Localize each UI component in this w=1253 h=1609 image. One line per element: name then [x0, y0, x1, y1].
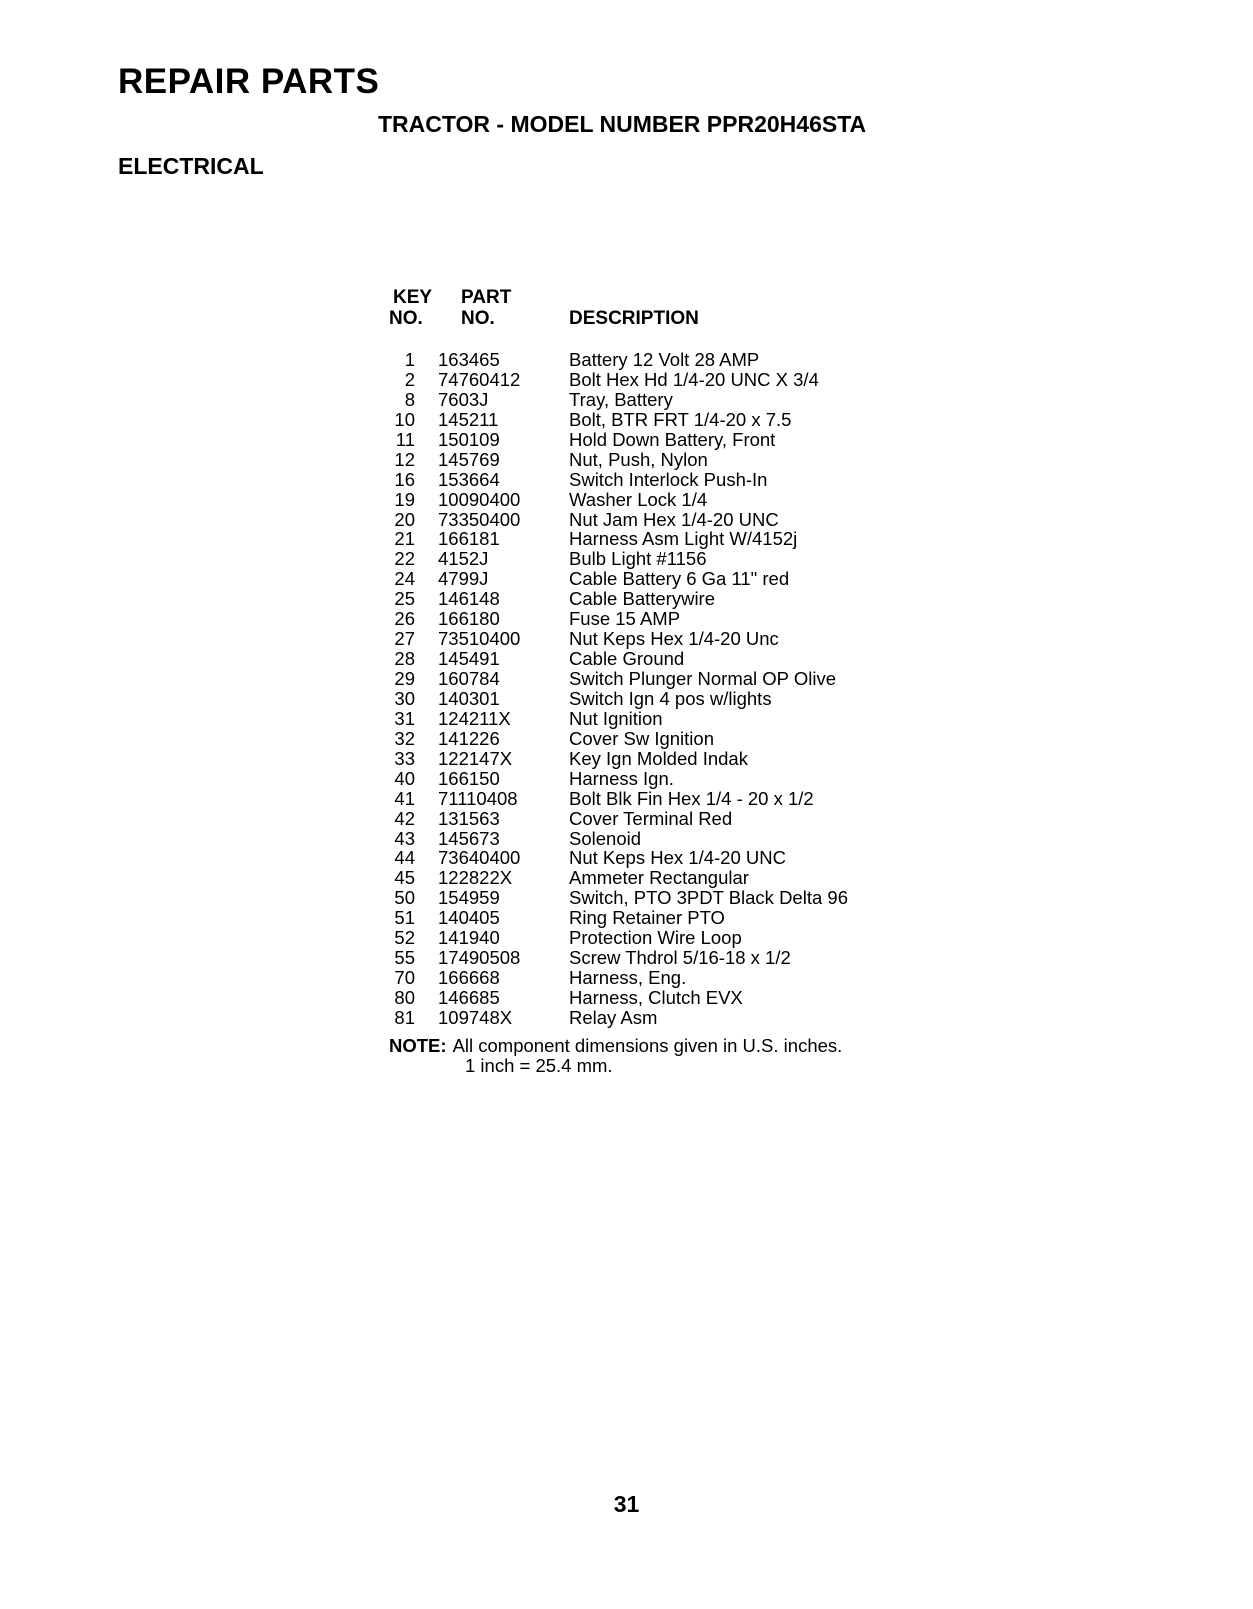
table-row: [385, 470, 905, 490]
row-part: 71110408: [438, 787, 518, 809]
table-header: [385, 288, 905, 350]
row-part: 73350400: [438, 508, 521, 530]
table-row: [385, 430, 905, 450]
row-key: 11: [395, 428, 415, 450]
row-part: 145491: [438, 648, 500, 670]
table-row: [385, 928, 905, 948]
table-row: [385, 709, 905, 729]
row-part: 146148: [438, 588, 500, 610]
row-key: 42: [394, 807, 415, 829]
table-row: [385, 510, 905, 530]
table-row: [385, 1008, 905, 1028]
row-key: 80: [394, 987, 415, 1008]
table-row: [385, 529, 905, 549]
row-description: Key Ign Molded Indak: [569, 747, 748, 769]
row-part: 73510400: [438, 628, 521, 650]
row-key: 22: [394, 548, 415, 570]
row-description: Nut Ignition: [569, 707, 663, 729]
header-key-line2: NO.: [389, 308, 423, 329]
row-key: 16: [394, 468, 415, 490]
page-title: REPAIR PARTS: [118, 62, 380, 101]
table-row: [385, 410, 905, 430]
row-part: 153664: [438, 468, 500, 490]
table-row: [385, 350, 905, 370]
table-row: [385, 589, 905, 609]
row-key: 1: [404, 349, 415, 370]
table-row: [385, 908, 905, 928]
header-part-line1: PART: [461, 287, 512, 308]
row-part: 141940: [438, 927, 500, 949]
row-part: 145211: [438, 408, 499, 430]
row-part: 145769: [438, 448, 500, 470]
row-part: 166180: [438, 608, 500, 630]
row-key: 2: [404, 368, 415, 390]
table-row: [385, 729, 905, 749]
row-part: 166668: [438, 967, 500, 989]
row-key: 12: [394, 448, 415, 470]
row-description: Harness, Clutch EVX: [569, 987, 743, 1008]
note-line1: All component dimensions given in U.S. inches.: [452, 1035, 843, 1056]
row-key: 52: [394, 927, 415, 949]
row-key: 21: [394, 528, 415, 550]
row-description: Screw Thdrol 5/16-18 x 1/2: [569, 947, 791, 969]
table-row: [385, 888, 905, 908]
row-key: 28: [394, 648, 415, 670]
table-row: [385, 569, 905, 589]
row-key: 20: [394, 508, 415, 530]
row-part: 166181: [438, 528, 500, 550]
row-key: 33: [394, 747, 415, 769]
table-row: [385, 609, 905, 629]
row-part: 141226: [438, 727, 500, 749]
row-description: Harness, Eng.: [569, 967, 687, 989]
header-description: DESCRIPTION: [569, 308, 699, 329]
row-description: Ring Retainer PTO: [569, 907, 725, 929]
row-key: 31: [394, 707, 415, 729]
header-part-line2: NO.: [461, 308, 495, 329]
row-part: 74760412: [438, 368, 521, 390]
row-part: 140301: [438, 687, 500, 709]
row-key: 25: [394, 588, 415, 610]
table-row: [385, 809, 905, 829]
row-key: 81: [394, 1006, 415, 1028]
row-description: Battery 12 Volt 28 AMP: [569, 349, 760, 370]
row-description: Cable Batterywire: [569, 588, 716, 610]
row-part: 163465: [438, 349, 500, 370]
note-line1-container: [389, 1036, 842, 1056]
header-key-line1: KEY: [393, 287, 433, 308]
row-description: Bolt, BTR FRT 1/4-20 x 7.5: [569, 408, 792, 430]
row-description: Relay Asm: [569, 1006, 658, 1028]
row-key: 8: [404, 388, 415, 410]
row-description: Nut Jam Hex 1/4-20 UNC: [569, 508, 779, 530]
row-description: Bulb Light #1156: [569, 548, 707, 570]
row-part: 124211X: [438, 707, 511, 729]
row-description: Solenoid: [569, 827, 642, 849]
row-part: 4799J: [438, 568, 489, 590]
row-description: Hold Down Battery, Front: [569, 428, 776, 450]
row-key: 45: [394, 867, 415, 889]
note-label: NOTE:: [389, 1035, 447, 1056]
row-key: 50: [394, 887, 415, 909]
row-description: Nut, Push, Nylon: [569, 448, 708, 470]
table-body: [385, 350, 905, 1028]
row-description: Fuse 15 AMP: [569, 608, 681, 630]
table-row: [385, 789, 905, 809]
row-part: 109748X: [438, 1006, 513, 1028]
row-description: Nut Keps Hex 1/4-20 UNC: [569, 847, 786, 869]
row-description: Bolt Blk Fin Hex 1/4 - 20 x 1/2: [569, 787, 814, 809]
row-key: 19: [394, 488, 415, 510]
row-key: 24: [394, 568, 415, 590]
row-part: 7603J: [438, 388, 489, 410]
table-row: [385, 689, 905, 709]
row-key: 43: [394, 827, 415, 849]
row-description: Switch, PTO 3PDT Black Delta 96: [569, 887, 848, 909]
row-part: 166150: [438, 767, 500, 789]
row-part: 4152J: [438, 548, 489, 570]
note: [389, 1036, 842, 1076]
table-row: [385, 370, 905, 390]
row-part: 150109: [438, 428, 500, 450]
row-description: Harness Ign.: [569, 767, 674, 789]
row-part: 145673: [438, 827, 500, 849]
row-key: 10: [394, 408, 415, 430]
row-part: 122147X: [438, 747, 513, 769]
table-row: [385, 649, 905, 669]
row-key: 29: [394, 668, 415, 689]
row-part: 17490508: [438, 947, 521, 969]
model-subtitle: TRACTOR - MODEL NUMBER PPR20H46STA: [378, 111, 867, 137]
row-description: Tray, Battery: [569, 388, 673, 410]
row-description: Cover Sw Ignition: [569, 727, 714, 749]
row-description: Switch Interlock Push-In: [569, 468, 768, 490]
row-part: 154959: [438, 887, 500, 909]
row-key: 27: [394, 628, 415, 650]
row-description: Switch Ign 4 pos w/lights: [569, 687, 772, 709]
note-line2: 1 inch = 25.4 mm.: [465, 1055, 613, 1076]
table-row: [385, 829, 905, 849]
row-key: 51: [394, 907, 415, 929]
table-row: [385, 988, 905, 1008]
row-key: 26: [394, 608, 415, 630]
row-key: 30: [394, 687, 415, 709]
table-row: [385, 669, 905, 689]
row-description: Cover Terminal Red: [569, 807, 733, 829]
table-row: [385, 769, 905, 789]
row-part: 73640400: [438, 847, 521, 869]
row-description: Cable Battery 6 Ga 11" red: [569, 568, 790, 590]
row-key: 41: [394, 787, 415, 809]
table-row: [385, 629, 905, 649]
section-title: ELECTRICAL: [118, 153, 264, 179]
table-row: [385, 968, 905, 988]
row-key: 55: [394, 947, 415, 969]
row-key: 40: [394, 767, 415, 789]
row-description: Ammeter Rectangular: [569, 867, 749, 889]
table-row: [385, 948, 905, 968]
page-number: 31: [613, 1491, 640, 1517]
parts-table: [385, 288, 905, 1028]
table-row: [385, 848, 905, 868]
row-key: 32: [394, 727, 415, 749]
row-part: 122822X: [438, 867, 513, 889]
row-description: Cable Ground: [569, 648, 685, 670]
row-description: Washer Lock 1/4: [569, 488, 708, 510]
row-key: 70: [394, 967, 415, 989]
table-row: [385, 490, 905, 510]
table-row: [385, 868, 905, 888]
row-part: 140405: [438, 907, 500, 929]
row-part: 10090400: [438, 488, 521, 510]
row-description: Bolt Hex Hd 1/4-20 UNC X 3/4: [569, 368, 819, 390]
table-row: [385, 549, 905, 569]
row-part: 131563: [438, 807, 500, 829]
row-part: 160784: [438, 668, 500, 689]
row-description: Harness Asm Light W/4152j: [569, 528, 798, 550]
table-row: [385, 390, 905, 410]
row-description: Protection Wire Loop: [569, 927, 742, 949]
row-description: Nut Keps Hex 1/4-20 Unc: [569, 628, 779, 650]
table-row: [385, 749, 905, 769]
row-description: Switch Plunger Normal OP Olive: [569, 668, 836, 689]
row-key: 44: [394, 847, 415, 869]
table-row: [385, 450, 905, 470]
row-part: 146685: [438, 987, 500, 1008]
